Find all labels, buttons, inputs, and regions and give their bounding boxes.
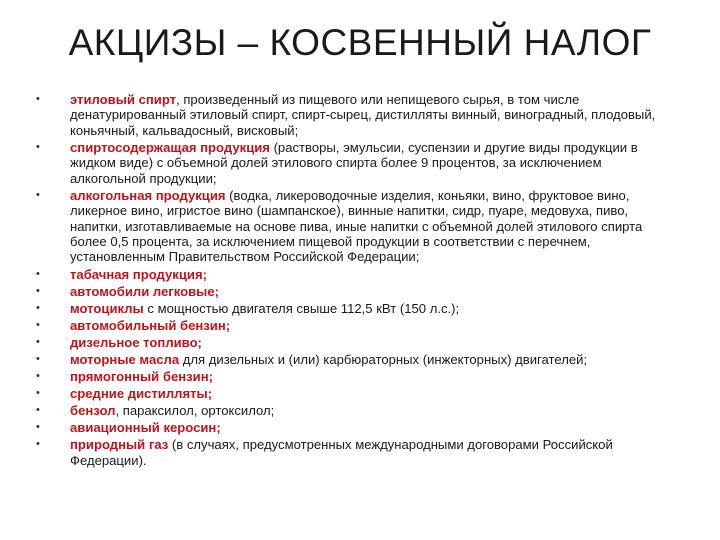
bullet-icon: • (36, 404, 40, 417)
bullet-icon: • (36, 188, 40, 201)
excise-goods-list (36, 92, 676, 470)
bullet-icon: • (36, 284, 40, 297)
item-description: для дизельных и (или) карбюраторных (инжекторных) двигателей; (179, 352, 588, 367)
list-item (36, 335, 676, 350)
item-description: (водка, ликероводочные изделия, коньяки, вино, фруктовое вино, ликерное вино, игристое вино (шампанское), винные напитки, сидр, пуаре, медовуха, пиво, напитки, изготавливаемые на основе пива, иные напитки с объемной долей этилового спирта более 0,5 процента, за исключением пищевой продукции в соответствии с перечнем, установленным Правительством Российской Федерации; (70, 187, 643, 265)
list-item (36, 437, 676, 468)
item-term: природный газ (70, 437, 169, 453)
item-description: с мощностью двигателя свыше 112,5 кВт (150 л.с.); (143, 300, 460, 316)
item-term: средние дистилляты; (70, 386, 213, 402)
item-description: , параксилол, ортоксилол; (115, 403, 275, 419)
bullet-icon: • (36, 301, 40, 314)
list-item (36, 420, 676, 435)
item-term: этиловый спирт (70, 92, 177, 107)
bullet-icon: • (36, 93, 40, 105)
item-term: автомобильный бензин; (70, 317, 231, 333)
list-item (36, 284, 676, 299)
list-item (36, 188, 676, 265)
list-item (36, 92, 676, 138)
slide-title: АКЦИЗЫ – КОСВЕННЫЙ НАЛОГ (68, 22, 652, 63)
item-description: , произведенный из пищевого или непищевого сырья, в том числе денатурированный этиловый спирт, спирт-сырец, дистилляты винный, виноградный, плодовый, коньячный, кальвадосный, висковый; (70, 92, 656, 138)
item-term: спиртосодержащая продукция (70, 139, 270, 155)
item-term: алкогольная продукция (70, 187, 226, 203)
bullet-icon: • (36, 140, 40, 153)
list-item (36, 369, 676, 384)
bullet-icon: • (36, 267, 40, 280)
item-term: дизельное топливо; (70, 334, 202, 350)
bullet-icon: • (36, 387, 40, 400)
item-description: (растворы, эмульсии, суспензии и другие виды продукции в жидком виде) с объемной долей этилового спирта более 9 процентов, за исключением алкогольной продукции; (70, 139, 638, 186)
list-item (36, 386, 676, 401)
bullet-icon: • (36, 335, 40, 348)
bullet-icon: • (36, 370, 40, 383)
bullet-icon: • (36, 353, 40, 365)
item-term: авиационный керосин; (70, 420, 221, 436)
bullet-icon: • (36, 438, 40, 451)
item-term: моторные масла (70, 352, 180, 367)
list-item (36, 267, 676, 282)
item-term: автомобили легковые; (70, 283, 220, 299)
bullet-icon: • (36, 421, 40, 434)
list-item (36, 140, 676, 186)
item-description: (в случаях, предусмотренных международными договорами Российской Федерации). (70, 437, 613, 468)
list-item (36, 301, 676, 316)
item-term: прямогонный бензин; (70, 369, 213, 385)
list-item (36, 403, 676, 418)
bullet-icon: • (36, 318, 40, 331)
list-item (36, 352, 676, 367)
item-term: бензол (70, 403, 116, 419)
item-term: табачная продукция; (70, 266, 207, 282)
list-item (36, 318, 676, 333)
item-term: мотоциклы (70, 300, 144, 316)
